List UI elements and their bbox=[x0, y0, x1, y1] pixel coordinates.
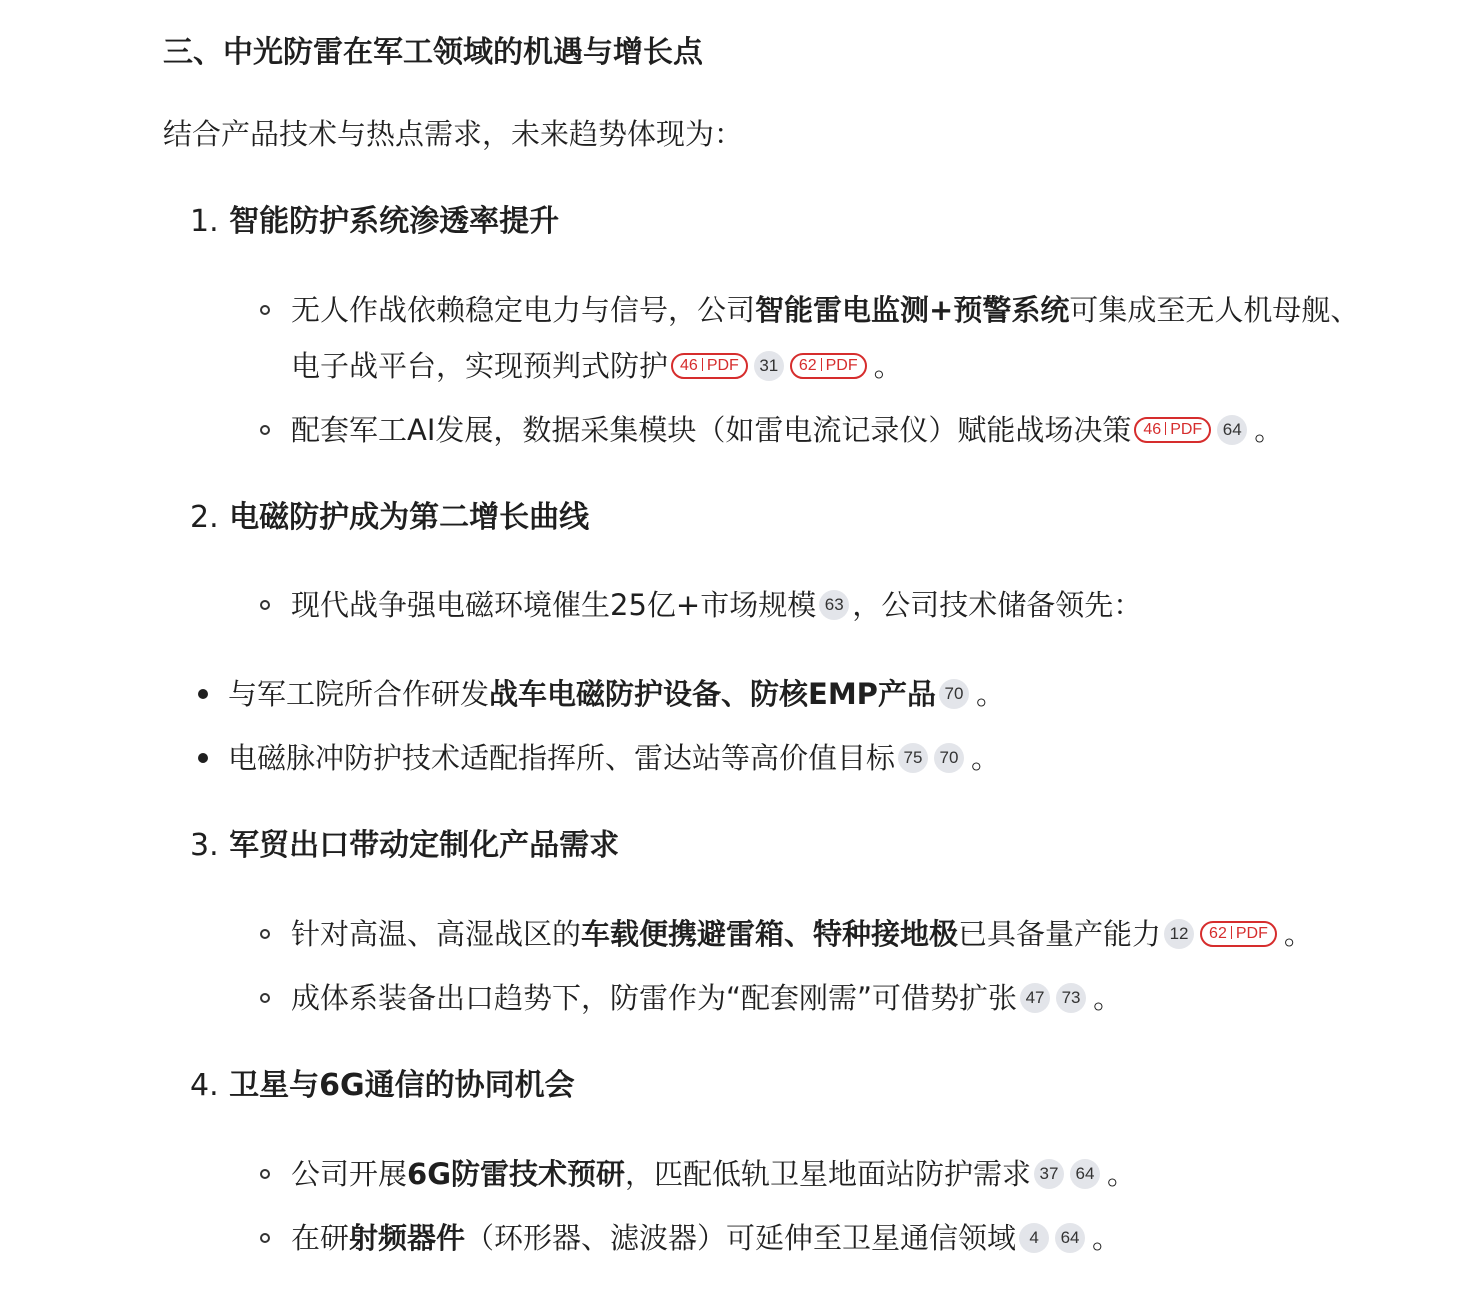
list-item-3-title: 3. 军贸出口带动定制化产品需求 bbox=[190, 828, 620, 863]
citation-pdf-badge[interactable]: 62 PDF bbox=[790, 353, 867, 379]
list-item: 电磁脉冲防护技术适配指挥所、雷达站等高价值目标 75 70 。 bbox=[228, 741, 1001, 775]
citation-badge[interactable]: 4 bbox=[1019, 1223, 1049, 1253]
intro-paragraph: 结合产品技术与热点需求，未来趋势体现为： bbox=[163, 117, 744, 151]
list-item-4-title: 4. 卫星与6G通信的协同机会 bbox=[190, 1068, 575, 1103]
citation-pdf-badge[interactable]: 62 PDF bbox=[1200, 921, 1277, 947]
circle-bullet-icon bbox=[260, 600, 270, 610]
dot-bullet-icon bbox=[198, 753, 208, 763]
citation-pdf-badge[interactable]: 46 PDF bbox=[671, 353, 748, 379]
list-item: 与军工院所合作研发战车电磁防护设备、防核EMP产品 70 。 bbox=[228, 677, 1005, 711]
citation-badge[interactable]: 12 bbox=[1164, 919, 1194, 949]
circle-bullet-icon bbox=[260, 929, 270, 939]
list-item-2-title: 2. 电磁防护成为第二增长曲线 bbox=[190, 500, 590, 535]
list-item: 无人作战依赖稳定电力与信号，公司智能雷电监测+预警系统可集成至无人机母舰、 bbox=[291, 293, 1360, 327]
citation-badge[interactable]: 64 bbox=[1055, 1223, 1085, 1253]
citation-badge[interactable]: 64 bbox=[1070, 1159, 1100, 1189]
list-item: 配套军工AI发展，数据采集模块（如雷电流记录仪）赋能战场决策 46 PDF 64 。 bbox=[291, 413, 1284, 447]
list-item: 在研射频器件（环形器、滤波器）可延伸至卫星通信领域 4 64 。 bbox=[291, 1221, 1122, 1255]
citation-badge[interactable]: 47 bbox=[1020, 983, 1050, 1013]
citation-badge[interactable]: 75 bbox=[898, 743, 928, 773]
list-item: 公司开展6G防雷技术预研，匹配低轨卫星地面站防护需求 37 64 。 bbox=[291, 1157, 1137, 1191]
circle-bullet-icon bbox=[260, 425, 270, 435]
section-heading: 三、中光防雷在军工领域的机遇与增长点 bbox=[163, 35, 703, 70]
dot-bullet-icon bbox=[198, 689, 208, 699]
citation-badge[interactable]: 31 bbox=[754, 351, 784, 381]
citation-badge[interactable]: 73 bbox=[1056, 983, 1086, 1013]
citation-badge[interactable]: 64 bbox=[1217, 415, 1247, 445]
citation-pdf-badge[interactable]: 46 PDF bbox=[1134, 417, 1211, 443]
circle-bullet-icon bbox=[260, 305, 270, 315]
list-item: 现代战争强电磁环境催生25亿+市场规模 63 ，公司技术储备领先： bbox=[291, 588, 1143, 622]
list-item: 成体系装备出口趋势下，防雷作为“配套刚需”可借势扩张 47 73 。 bbox=[291, 981, 1123, 1015]
list-item-continuation: 电子战平台，实现预判式防护 46 PDF 31 62 PDF 。 bbox=[291, 349, 903, 383]
list-item: 针对高温、高湿战区的车载便携避雷箱、特种接地极已具备量产能力 12 62 PDF 。 bbox=[291, 917, 1313, 951]
list-item-1-title: 1. 智能防护系统渗透率提升 bbox=[190, 204, 560, 239]
circle-bullet-icon bbox=[260, 1169, 270, 1179]
circle-bullet-icon bbox=[260, 993, 270, 1003]
citation-badge[interactable]: 63 bbox=[819, 590, 849, 620]
circle-bullet-icon bbox=[260, 1233, 270, 1243]
citation-badge[interactable]: 70 bbox=[939, 679, 969, 709]
citation-badge[interactable]: 70 bbox=[934, 743, 964, 773]
citation-badge[interactable]: 37 bbox=[1034, 1159, 1064, 1189]
